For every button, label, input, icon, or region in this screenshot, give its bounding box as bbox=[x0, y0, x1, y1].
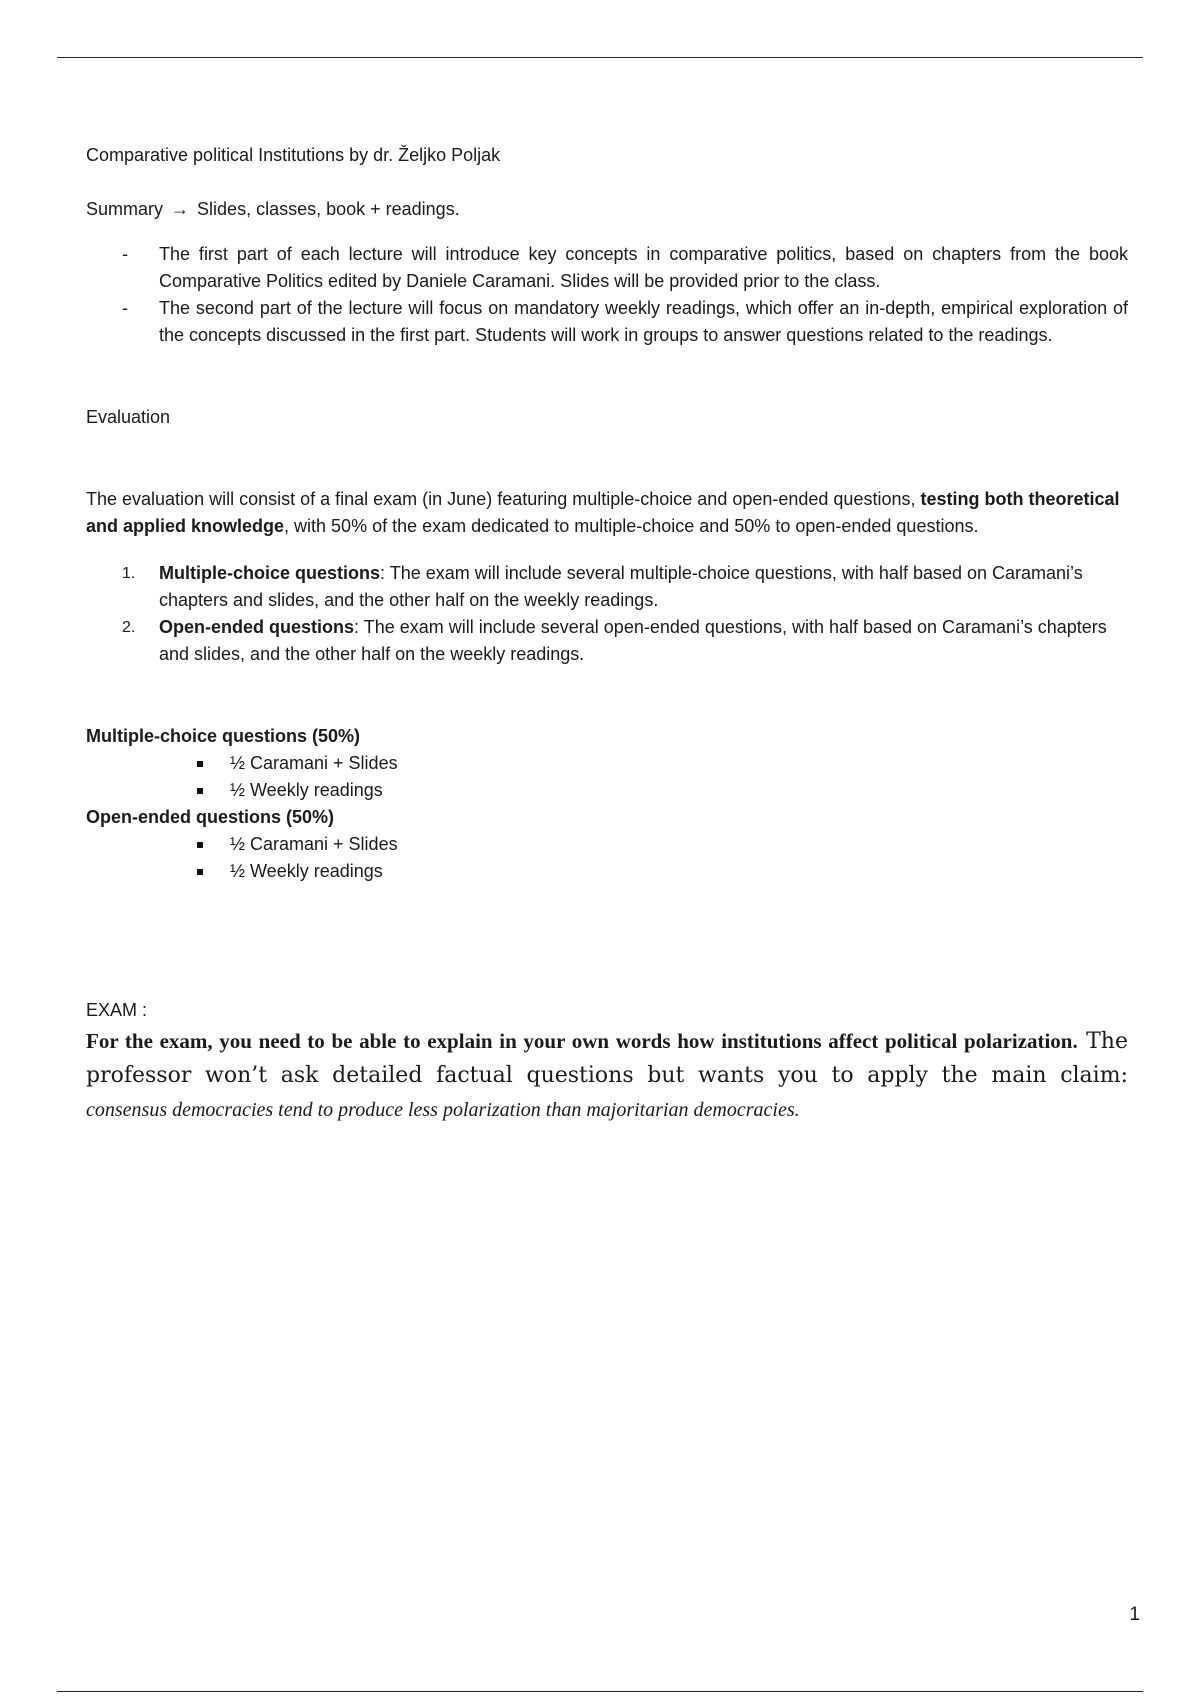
evaluation-items-list bbox=[86, 560, 1128, 668]
summary-line bbox=[86, 196, 1128, 223]
square-bullet-icon bbox=[197, 869, 203, 875]
list-item bbox=[86, 750, 1128, 777]
evaluation-intro-end: , with 50% of the exam dedicated to multiple-choice and 50% to open-ended questions. bbox=[284, 516, 979, 536]
dash-bullet: - bbox=[122, 298, 128, 318]
list-item-text: ½ Caramani + Slides bbox=[230, 834, 398, 854]
list-item-text: ½ Caramani + Slides bbox=[230, 753, 398, 773]
summary-text: Slides, classes, book + readings. bbox=[197, 199, 460, 219]
exam-paragraph bbox=[86, 1024, 1128, 1127]
exam-label: EXAM : bbox=[86, 1000, 148, 1020]
item-text: : The exam will include several multiple-choice questions, with half based on Caramani’s chapters and slides, and the other half on the weekly readings. bbox=[159, 563, 1083, 610]
exam-regular-text: The professor won’t ask detailed factual questions but wants you to apply the main claim: bbox=[86, 1029, 1128, 1088]
list-item-text: The second part of the lecture will focus on mandatory weekly readings, which offer an in-depth, empirical exploration of the concepts discussed in the first part. Students will work in groups to answer questions related to the readings. bbox=[159, 298, 1128, 345]
page-number: 1 bbox=[1129, 1604, 1140, 1625]
square-bullet-icon bbox=[197, 788, 203, 794]
question-breakdown bbox=[86, 723, 1128, 885]
document-title: Comparative political Institutions by dr. Željko Poljak bbox=[86, 145, 501, 165]
evaluation-intro-text: The evaluation will consist of a final exam (in June) featuring multiple-choice and open-ended questions, bbox=[86, 489, 921, 509]
list-item-text: ½ Weekly readings bbox=[230, 861, 383, 881]
evaluation-emphasis: testing both theoretical and applied knowledge bbox=[86, 489, 1120, 536]
item-number: 2. bbox=[122, 619, 136, 636]
arrow-right-icon: → bbox=[171, 199, 190, 219]
item-label: Open-ended questions bbox=[159, 617, 355, 637]
list-item bbox=[86, 241, 1128, 295]
evaluation-paragraph bbox=[86, 486, 1128, 540]
summary-label: Summary bbox=[86, 199, 164, 219]
list-item bbox=[86, 777, 1128, 804]
list-item bbox=[86, 858, 1128, 885]
list-item bbox=[86, 614, 1128, 668]
breakdown-heading: Multiple-choice questions (50%) bbox=[86, 726, 361, 746]
item-label: Multiple-choice questions bbox=[159, 563, 381, 583]
list-item bbox=[86, 831, 1128, 858]
item-text: : The exam will include several open-ended questions, with half based on Caramani’s chapters and slides, and the other half on the weekly readings. bbox=[159, 617, 1107, 664]
list-item bbox=[86, 295, 1128, 349]
breakdown-heading: Open-ended questions (50%) bbox=[86, 807, 335, 827]
exam-italic-claim: consensus democracies tend to produce less polarization than majoritarian democracies bbox=[86, 1099, 795, 1121]
square-bullet-icon bbox=[197, 842, 203, 848]
evaluation-heading: Evaluation bbox=[86, 407, 171, 427]
square-bullet-icon bbox=[197, 761, 203, 767]
list-item-text: ½ Weekly readings bbox=[230, 780, 383, 800]
exam-end-punctuation: . bbox=[794, 1099, 800, 1121]
list-item-text: The first part of each lecture will introduce key concepts in comparative politics, based on chapters from the book Comparative Politics edited by Daniele Caramani. Slides will be provided prior to the class. bbox=[159, 244, 1128, 291]
document-body bbox=[86, 142, 1128, 1127]
breakdown-list bbox=[86, 831, 1128, 885]
footer-rule bbox=[57, 1691, 1143, 1692]
item-number: 1. bbox=[122, 565, 136, 582]
list-item bbox=[86, 560, 1128, 614]
header-rule bbox=[57, 57, 1143, 58]
exam-bold-text: For the exam, you need to be able to explain in your own words how institutions affect political polarization. bbox=[86, 1029, 1078, 1053]
lecture-points-list bbox=[86, 241, 1128, 349]
breakdown-list bbox=[86, 750, 1128, 804]
dash-bullet: - bbox=[122, 244, 128, 264]
